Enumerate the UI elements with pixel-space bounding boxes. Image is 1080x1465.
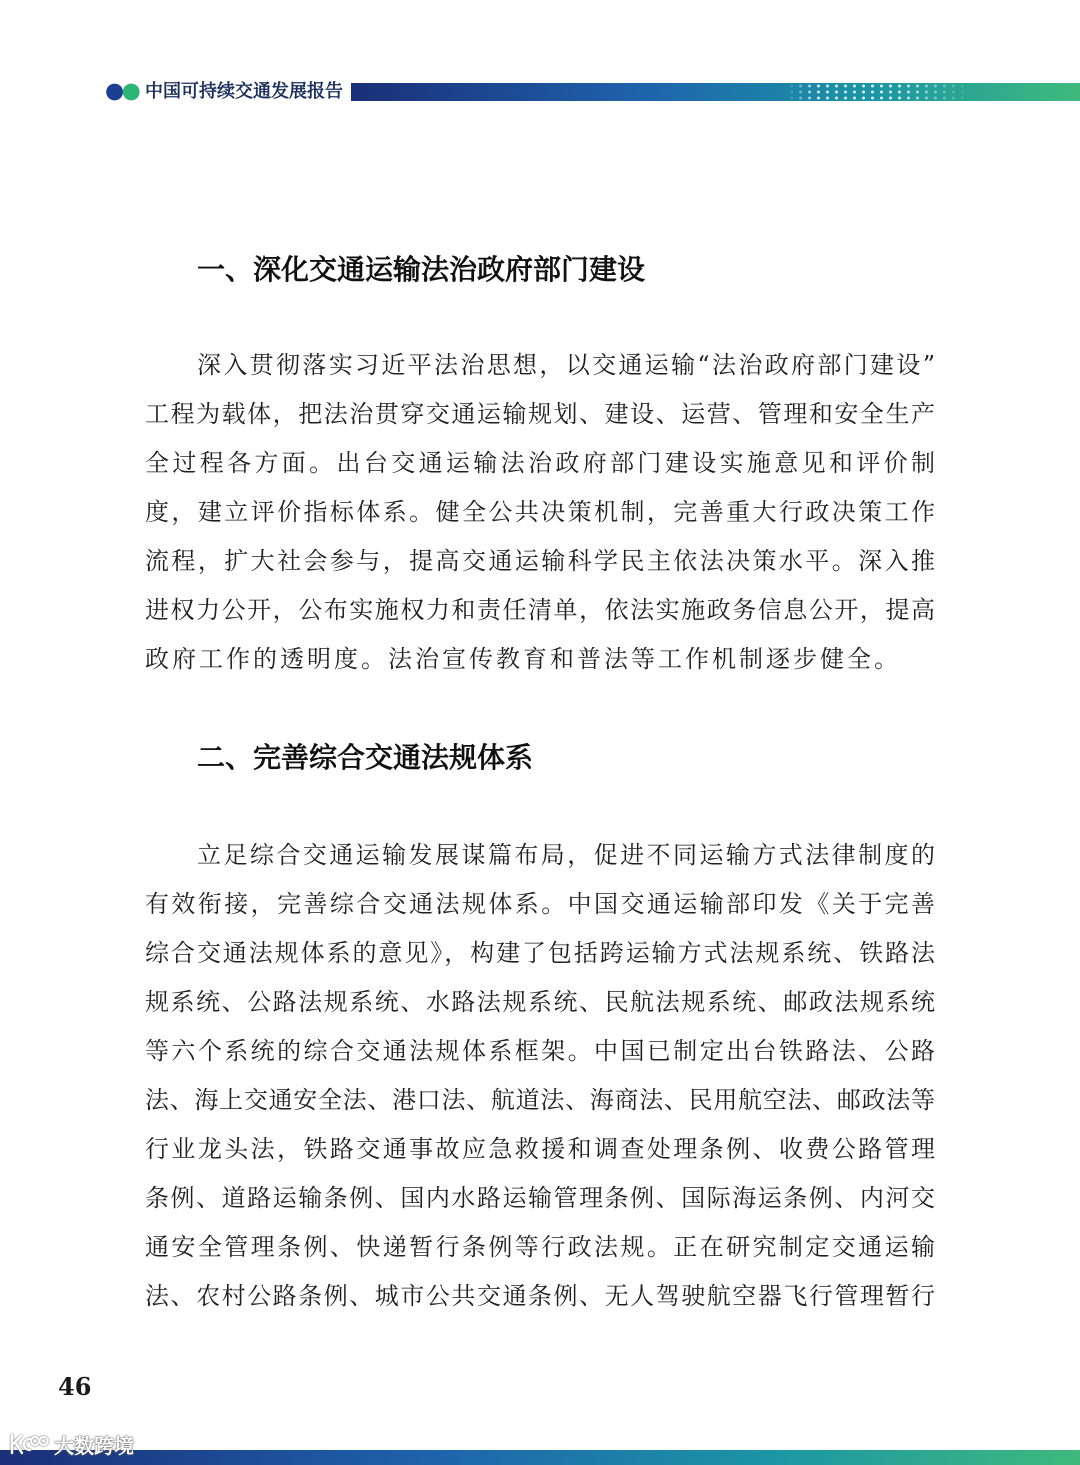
page-number: 46 bbox=[58, 1372, 92, 1401]
paragraph-line: 综合交通法规体系的意见》，构建了包括跨运输方式法规系统、铁路法 bbox=[145, 939, 935, 967]
section-heading-1: 一、深化交通运输法治政府部门建设 bbox=[197, 253, 646, 286]
watermark-logo-arc bbox=[24, 1439, 30, 1450]
paragraph-line: 全过程各方面。出台交通运输法治政府部门建设实施意见和评价制 bbox=[145, 449, 935, 477]
paragraph-line: 行业龙头法，铁路交通事故应急救援和调查处理条例、收费公路管理 bbox=[145, 1135, 935, 1163]
watermark-logo-ring-2 bbox=[40, 1437, 48, 1445]
paragraph-line: 规系统、公路法规系统、水路法规系统、民航法规系统、邮政法规系统 bbox=[145, 988, 935, 1016]
watermark-logo-icon bbox=[8, 1431, 50, 1457]
paragraph-line: 通安全管理条例、快递暂行条例等行政法规。正在研究制定交通运输 bbox=[145, 1233, 935, 1261]
report-title: 中国可持续交通发展报告 bbox=[145, 81, 343, 102]
paragraph-line: 法、农村公路条例、城市公共交通条例、无人驾驶航空器飞行管理暂行 bbox=[145, 1282, 935, 1310]
watermark-text: 大数跨境 bbox=[54, 1433, 134, 1458]
header-gradient-bar bbox=[351, 83, 1080, 101]
watermark-logo-ring-1 bbox=[31, 1437, 39, 1445]
section-heading-2: 二、完善综合交通法规体系 bbox=[197, 741, 534, 774]
paragraph-line: 条例、道路运输条例、国内水路运输管理条例、国际海运条例、内河交 bbox=[145, 1184, 935, 1212]
header-circle-green bbox=[123, 84, 140, 101]
paragraph-line: 政府工作的透明度。法治宣传教育和普法等工作机制逐步健全。 bbox=[145, 645, 901, 673]
paragraph-line: 工程为载体，把法治贯穿交通运输规划、建设、运营、管理和安全生产 bbox=[145, 400, 935, 428]
paragraph-line: 深入贯彻落实习近平法治思想，以交通运输“法治政府部门建设” bbox=[197, 351, 935, 379]
section-paragraph-2 bbox=[145, 831, 935, 1321]
paragraph-line: 等六个系统的综合交通法规体系框架。中国已制定出台铁路法、公路 bbox=[145, 1037, 935, 1065]
paragraph-line: 度，建立评价指标体系。健全公共决策机制，完善重大行政决策工作 bbox=[145, 498, 935, 526]
header-circles-icon bbox=[106, 83, 140, 101]
header-circle-navy bbox=[106, 84, 123, 101]
paragraph-line: 有效衔接，完善综合交通法规体系。中国交通运输部印发《关于完善 bbox=[145, 890, 935, 918]
paragraph-line: 立足综合交通运输发展谋篇布局，促进不同运输方式法律制度的 bbox=[197, 841, 935, 869]
header-bar-dot-pattern bbox=[785, 83, 970, 101]
paragraph-line: 流程，扩大社会参与，提高交通运输科学民主依法决策水平。深入推 bbox=[145, 547, 935, 575]
watermark-logo-stroke bbox=[12, 1435, 22, 1453]
watermark bbox=[8, 1430, 158, 1458]
paragraph-line: 法、海上交通安全法、港口法、航道法、海商法、民用航空法、邮政法等 bbox=[145, 1086, 935, 1114]
paragraph-line: 进权力公开，公布实施权力和责任清单，依法实施政务信息公开，提高 bbox=[145, 596, 935, 624]
footer-gradient-bar bbox=[0, 1450, 1080, 1465]
section-paragraph-1 bbox=[145, 341, 935, 684]
